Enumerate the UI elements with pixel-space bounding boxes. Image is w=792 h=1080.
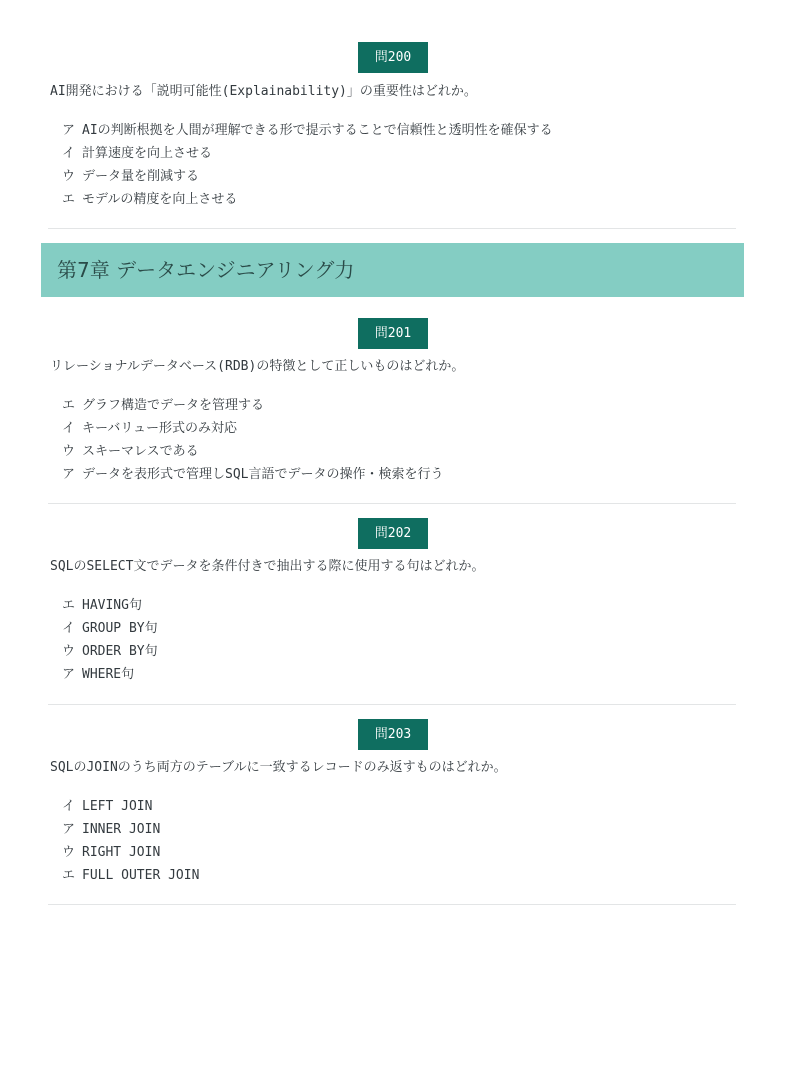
option-item [62, 821, 199, 844]
option-item [62, 420, 443, 443]
question-text: SQLのJOINのうち両方のテーブルに一致するレコードのみ返すものはどれか。 [50, 760, 507, 775]
option-item [62, 597, 158, 620]
option-text: AIの判断根拠を人間が理解できる形で提示することで信頼性と透明性を確保する [82, 123, 553, 138]
option-mark: ア [62, 667, 76, 682]
divider [48, 503, 736, 504]
option-item [62, 466, 443, 489]
option-mark: エ [62, 398, 76, 413]
option-text: 計算速度を向上させる [82, 146, 213, 161]
option-mark: ア [62, 822, 76, 837]
question-text: AI開発における「説明可能性(Explainability)」の重要性はどれか。 [50, 84, 477, 99]
option-list [62, 122, 553, 214]
option-mark: ウ [62, 169, 76, 184]
question-number-badge: 問200 [358, 42, 428, 73]
option-text: ORDER BY句 [82, 644, 158, 659]
option-item [62, 666, 158, 689]
option-text: RIGHT JOIN [82, 845, 161, 860]
question-text: リレーショナルデータベース(RDB)の特徴として正しいものはどれか。 [50, 359, 465, 374]
option-list [62, 798, 199, 890]
option-item [62, 443, 443, 466]
option-text: グラフ構造でデータを管理する [82, 398, 265, 413]
option-mark: エ [62, 598, 76, 613]
option-mark: イ [62, 146, 76, 161]
option-text: INNER JOIN [82, 822, 161, 837]
question-number-badge: 問202 [358, 518, 428, 549]
divider [48, 228, 736, 229]
option-item [62, 867, 199, 890]
option-text: モデルの精度を向上させる [82, 192, 238, 207]
divider [48, 904, 736, 905]
option-text: FULL OUTER JOIN [82, 868, 200, 883]
option-text: スキーマレスである [82, 444, 199, 459]
option-item [62, 798, 199, 821]
chapter-title: 第7章 データエンジニアリング力 [57, 258, 355, 282]
option-item [62, 122, 553, 145]
option-mark: エ [62, 868, 76, 883]
option-item [62, 397, 443, 420]
option-list [62, 597, 158, 689]
option-text: WHERE句 [82, 667, 135, 682]
option-text: GROUP BY句 [82, 621, 158, 636]
option-text: LEFT JOIN [82, 799, 153, 814]
chapter-heading-band [41, 243, 744, 297]
option-text: データを表形式で管理しSQL言語でデータの操作・検索を行う [82, 467, 444, 482]
option-list [62, 397, 443, 489]
option-item [62, 168, 553, 191]
option-mark: ア [62, 467, 76, 482]
option-item [62, 145, 553, 168]
option-item [62, 844, 199, 867]
question-number-badge: 問201 [358, 318, 428, 349]
question-text: SQLのSELECT文でデータを条件付きで抽出する際に使用する句はどれか。 [50, 559, 485, 574]
question-number-badge: 問203 [358, 719, 428, 750]
option-mark: エ [62, 192, 76, 207]
option-mark: イ [62, 621, 76, 636]
option-text: データ量を削減する [82, 169, 200, 184]
option-item [62, 620, 158, 643]
option-mark: イ [62, 421, 76, 436]
option-item [62, 191, 553, 214]
divider [48, 704, 736, 705]
option-mark: ウ [62, 644, 76, 659]
option-mark: ウ [62, 845, 76, 860]
option-mark: イ [62, 799, 76, 814]
option-text: HAVING句 [82, 598, 142, 613]
option-text: キーバリュー形式のみ対応 [82, 421, 237, 436]
option-item [62, 643, 158, 666]
option-mark: ア [62, 123, 76, 138]
option-mark: ウ [62, 444, 76, 459]
